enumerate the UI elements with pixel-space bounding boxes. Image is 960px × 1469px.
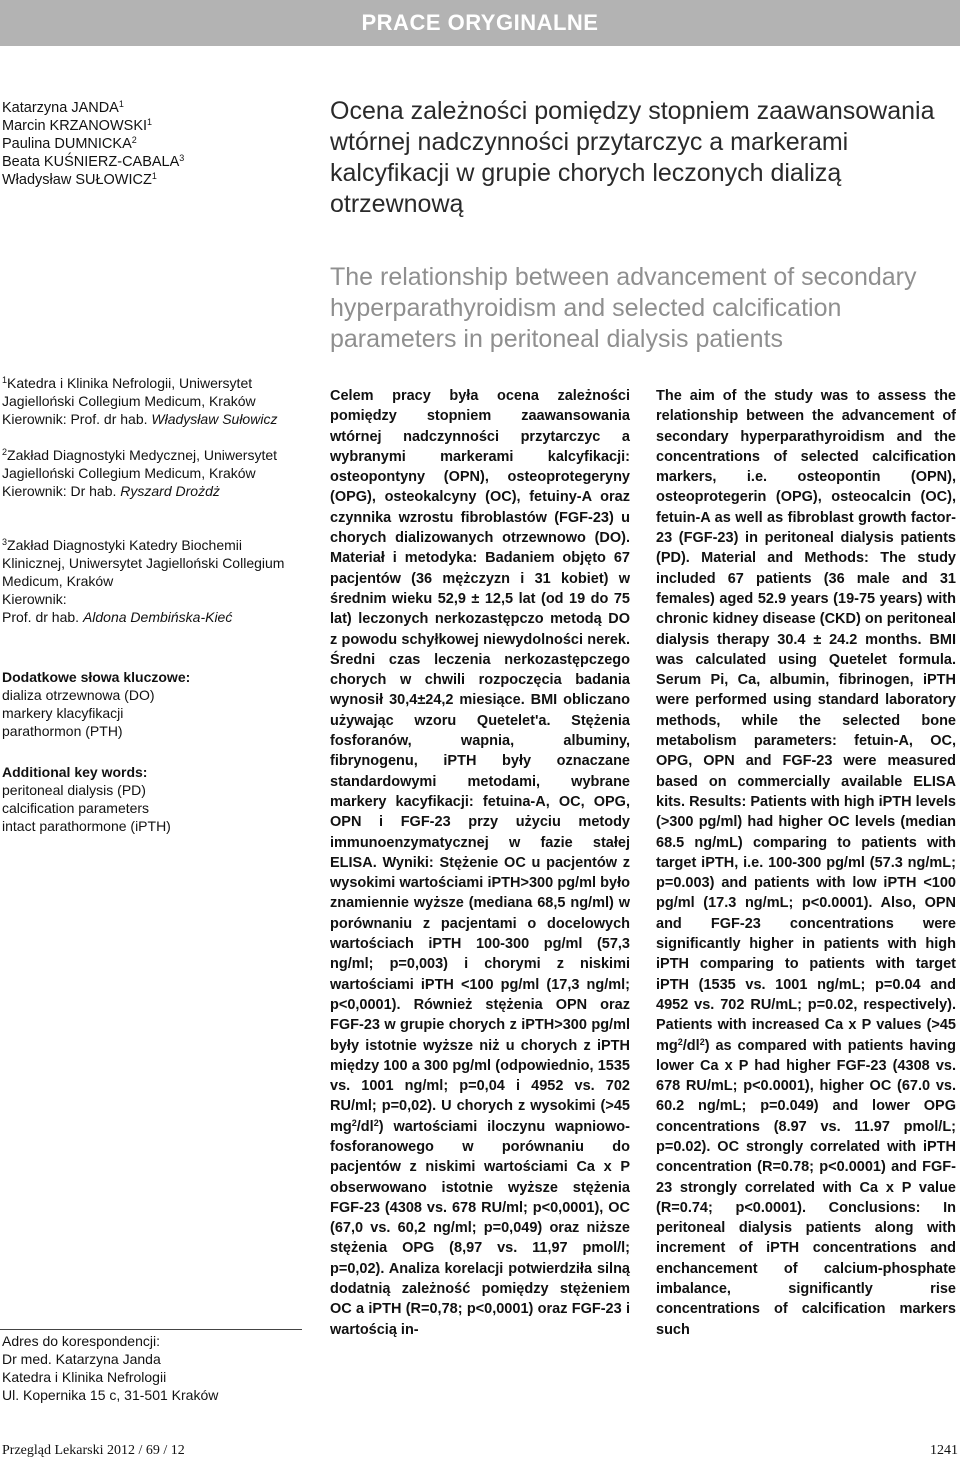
correspondence-line: Dr med. Katarzyna Janda — [2, 1351, 161, 1367]
journal-citation: Przegląd Lekarski 2012 / 69 / 12 — [2, 1443, 185, 1458]
correspondence-divider — [0, 1329, 302, 1330]
keywords-polish — [2, 668, 302, 740]
affiliation: $^1$Katedra i Klinika Nefrologii, Uniwersytet Jagielloński Collegium Medicum, Kraków Kierownik: Prof. dr hab. Władysław Sułowicz — [2, 375, 278, 427]
correspondence-address — [2, 1332, 302, 1404]
correspondence-line: Katedra i Klinika Nefrologii — [2, 1369, 167, 1385]
author: Beata KUŚNIERZ-CABALA$^3$ — [2, 153, 185, 170]
abstract-polish: Celem pracy była ocena zależności pomiędzy stopniem zaawansowania wtórnej nadczynności przytarczyc a wybranymi markerami kalcyfikacji: osteopontyny (OPN), osteoprotegeryny (OPG), osteokalcyny (OC), fetuiny-A oraz czynnika wzrostu fibroblastów (FGF-23) u chorych dializowanych otrzewnowo (DO). Materiał i metodyka: Badaniem objęto 67 pacjentów (36 mężczyzn i 31 kobiet) w średnim wieku 52,9 ± 12,5 lat (od 19 do 75 lat) leczonych nerkozastępczo metodą DO z powodu schyłkowej niewydolności nerek. Średni czas leczenia nerkozastępczego chorych w chwili rozpoczęcia badania wynosił 30,4±24,2 miesiące. BMI obliczano używając wzoru Quetelet'a. Stężenia fosforanów, wapnia, albuminy, fibrynogenu, iPTH były oznaczane standardowymi metodami, wybrane markery kacyfikacji: fetuina-A, OC, OPG, OPN i FGF-23 przy użyciu metody immunoenzymatycznej w fazie stałej ELISA. Wyniki: Stężenie OC u pacjentów z wysokimi wartościami iPTH>300 pg/ml było znamiennie wyższe (mediana 68,5 ng/ml) w porównaniu z pacjentami o docelowych wartościach iPTH 100-300 pg/ml (57,3 ng/ml; p=0,003) i chorymi z niskimi wartościami iPTH <100 pg/ml (17,3 ng/ml; p<0,0001). Również stężenia OPN oraz FGF-23 w grupie chorych z iPTH>300 pg/ml były istotnie wyższe niż u chorych z iPTH między 100 a 300 pg/ml (odpowiednio, 1535 vs. 1001 ng/ml; p=0,04 i 4952 vs. 702 RU/ml; p=0,02). U chorych z wysokimi (>45 $mg^2/dl^2$) wartościami iloczynu wapniowo-fosforanowego w porównaniu do pacjentów z niskimi wartościami Ca x P obserwowano istotnie wyższe stężenia FGF-23 (4308 vs. 678 RU/ml; p<0,0001), OC (67,0 vs. 60,2 ng/ml; p=0,049) oraz niższe stężenia OPG (8,97 vs. 11,97 pmol/l; p=0,02). Analiza korelacji potwierdziła silną dodatnią zależność pomiędzy stężeniem OC a iPTH (R=0,78; p<0,0001) oraz FGF-23 i wartością in- — [330, 388, 630, 1338]
author: Władysław SUŁOWICZ$^1$ — [2, 171, 157, 188]
article-title-english: The relationship between advancement of secondary hyperparathyroidism and selected calcification parameters in peritoneal dialysis patients — [330, 263, 917, 353]
keyword: peritoneal dialysis (PD) — [2, 782, 146, 798]
keyword: markery klacyfikacji — [2, 705, 124, 721]
keywords-heading: Dodatkowe słowa kluczowe: — [2, 669, 191, 685]
keywords-english — [2, 763, 302, 835]
keyword: calcification parameters — [2, 800, 150, 816]
affiliation: $^3$Zakład Diagnostyki Katedry Biochemii Klinicznej, Uniwersytet Jagielloński Collegium Medicum, Kraków Kierownik: Prof. dr hab. Aldona Dembińska-Kieć — [2, 537, 285, 625]
keyword: parathormon (PTH) — [2, 723, 123, 739]
author: Paulina DUMNICKA$^2$ — [2, 135, 137, 152]
page-number: 1241 — [930, 1443, 958, 1458]
keyword: dializa otrzewnowa (DO) — [2, 687, 155, 703]
article-title-polish: Ocena zależności pomiędzy stopniem zaawansowania wtórnej nadczynności przytarczyc a markerami kalcyfikacji w grupie chorych leczonych dializą otrzewnową — [330, 97, 935, 218]
keyword: intact parathormone (iPTH) — [2, 818, 171, 834]
author-list — [2, 99, 302, 189]
author: Katarzyna JANDA$^1$ — [2, 99, 124, 116]
keywords-heading: Additional key words: — [2, 764, 148, 780]
author: Marcin KRZANOWSKI$^1$ — [2, 117, 153, 134]
abstract-english: The aim of the study was to assess the relationship between the advancement of secondary hyperparathyroidism and the concentrations of selected calcification markers, i.e. osteopontin (OPN), osteoprotegerin (OPG), osteocalcin (OC), fetuin-A as well as fibroblast growth factor-23 (FGF-23) in peritoneal dialysis patients (PD). Material and Methods: The study included 67 patients (36 male and 31 females) aged 52.9 years (19-75 years) with chronic kidney disease (CKD) on peritoneal dialysis therapy 30.4 ± 24.2 months. BMI was calculated using Quetelet formula. Serum Pi, Ca, albumin, fibrinogen, iPTH were performed using standard laboratory methods, while the selected bone metabolism parameters: fetuin-A, OC, OPG, OPN and FGF-23 were measured based on commercially available ELISA kits. Results: Patients with high iPTH levels (>300 pg/ml) had higher OC levels (median 68.5 ng/mL) comparing to patients with target iPTH, i.e. 100-300 pg/ml (57.3 ng/mL; p=0.003) and patients with low iPTH <100 pg/ml (17.3 ng/mL; p<0.0001). Also, OPN and FGF-23 concentrations were significantly higher in patients with high iPTH comparing to patients with target iPTH (1535 vs. 1001 ng/mL; p=0.04 and 4952 vs. 702 RU/mL; p=0.02, respectively). Patients with increased Ca x P values (>45 $mg^2/dl^2$) as compared with patients having lower Ca x P had higher FGF-23 (4308 vs. 678 RU/mL; p<0.0001), higher OC (67.0 vs. 60.2 ng/mL; p=0.049) and lower OPG concentrations (8.97 vs. 11.97 pmol/L; p=0.02). OC strongly correlated with iPTH concentration (R=0.78; p<0.0001) and FGF-23 strongly correlated with Ca x P value (R=0.74; p<0.0001). Conclusions: In peritoneal dialysis patients along with increment of iPTH concentrations and enchancement of calcium-phosphate imbalance, significantly rise concentrations of calcification markers such — [656, 388, 956, 1338]
correspondence-line: Ul. Kopernika 15 c, 31-501 Kraków — [2, 1387, 219, 1403]
page-footer — [0, 1440, 960, 1464]
correspondence-heading: Adres do korespondencji: — [2, 1333, 160, 1349]
section-banner: PRACE ORYGINALNE — [0, 0, 960, 46]
affiliation: $^2$Zakład Diagnostyki Medycznej, Uniwersytet Jagielloński Collegium Medicum, Kraków Kierownik: Dr hab. Ryszard Drożdż — [2, 447, 278, 499]
